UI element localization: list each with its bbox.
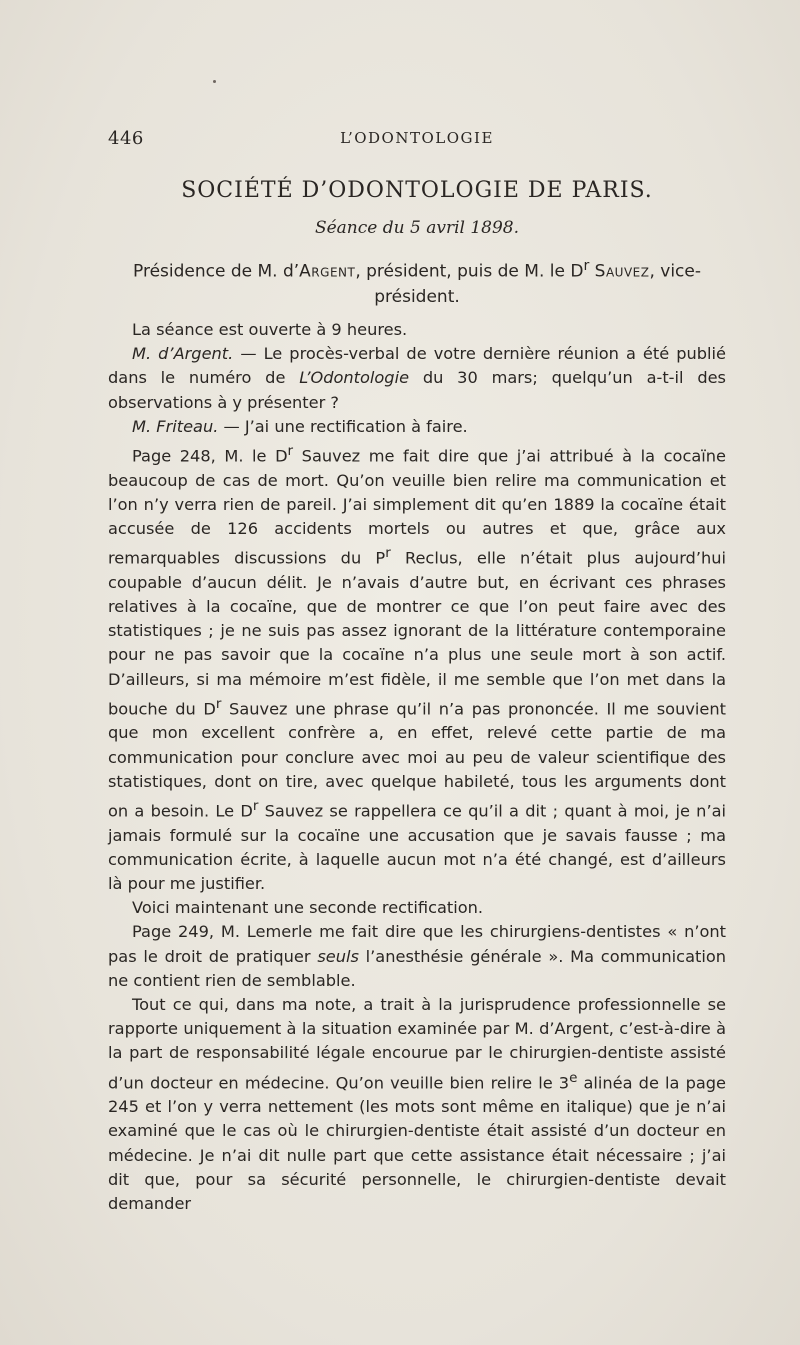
title-superscript: r bbox=[287, 443, 294, 460]
paragraph-text: Sauvez me fait dire que j’ai attribué à la cocaïne beaucoup de cas de mort. Qu’on veuille bien relire ma communication et l’on n’y verra rien de pareil. J’ai simplement dit qu’en 1889 la cocaïne était accusée de 126 accidents mortels ou autres et que, grâce aux remarquables discussions du P bbox=[108, 446, 726, 568]
paragraph-text: alinéa de la page 245 et l’on y verra nettement (les mots sont même en italique) que je n’ai examiné que le cas où le chirurgien-dentiste était assisté d’un docteur en médecine. Je n’ai dit nulle part que cette assistance était nécessaire ; j’ai dit que, pour sa sécurité personnelle, le chirurgien-dentiste devait demander bbox=[108, 1073, 727, 1214]
presidency-text: , président, puis de M. le D bbox=[355, 261, 584, 282]
paragraph bbox=[108, 439, 726, 896]
paragraph-text: — J’ai une rectification à faire. bbox=[218, 416, 468, 436]
paragraph-text: l’anesthésie générale ». Ma communication ne contient rien de semblable. bbox=[108, 946, 726, 990]
paragraph bbox=[108, 342, 726, 415]
running-head bbox=[108, 128, 726, 154]
presidency-text: , vice-président. bbox=[374, 261, 701, 307]
title-superscript: r bbox=[215, 695, 222, 712]
paragraph: La séance est ouverte à 9 heures. bbox=[132, 320, 408, 339]
section-heading: SOCIÉTÉ D’ODONTOLOGIE DE PARIS. bbox=[181, 178, 653, 203]
paragraph-text: Reclus, elle n’était plus aujourd’hui coupable d’aucun délit. Je n’avais d’autre but, en écrivant ces phrases relatives à la cocaïne, que de montrer ce que l’on peut faire avec des statistiques ; je ne suis pas assez ignorant de la littérature contemporaine pour ne pas savoir que la cocaïne n’a plus une seule mort à son actif. D’ailleurs, si ma mémoire m’est fidèle, il me semble que l’on met dans la bouche du D bbox=[108, 548, 726, 719]
president-name: Argent bbox=[299, 261, 356, 282]
vice-president-name: Sauvez bbox=[594, 261, 650, 282]
journal-running-title: L’ODONTOLOGIE bbox=[340, 129, 494, 147]
emphasis: seuls bbox=[317, 946, 359, 966]
paragraph-text: Sauvez une phrase qu’il n’a pas prononcée. Il me souvient que mon excellent confrère a, en effet, relevé cette partie de ma communication pour conclure avec moi au peu de valeur scientifique des statistiques, dont on tire, avec quelque habileté, tous les arguments dont on a besoin. Le D bbox=[108, 699, 726, 821]
title-superscript: r bbox=[252, 798, 259, 815]
journal-title: L’Odontologie bbox=[299, 368, 410, 388]
session-date: Séance du 5 avril 1898. bbox=[314, 218, 520, 238]
page-number: 446 bbox=[108, 128, 144, 149]
paragraph-text: Page 249, M. Lemerle me fait dire que les chirurgiens-dentistes « n’ont pas le droit de pratiquer bbox=[108, 922, 726, 966]
ink-speck bbox=[213, 80, 216, 83]
paragraph bbox=[108, 415, 726, 439]
presidency-text: Présidence de M. d’ bbox=[133, 261, 300, 282]
paragraph: Voici maintenant une seconde rectification. bbox=[132, 898, 484, 918]
paragraph-text: — Le procès-verbal de votre dernière réunion a été publié dans le numéro de bbox=[108, 344, 726, 388]
title-superscript: r bbox=[385, 545, 391, 562]
paragraph-text: du 30 mars; quelqu’un a-t-il des observations à y présenter ? bbox=[108, 368, 726, 412]
paragraph bbox=[108, 920, 726, 993]
ordinal-superscript: e bbox=[569, 1069, 578, 1086]
paragraph bbox=[108, 993, 726, 1216]
presidency-line bbox=[108, 254, 726, 310]
paragraph-text: Tout ce qui, dans ma note, a trait à la jurisprudence professionnelle se rapporte uniquement à la situation examinée par M. d’Argent, c’est-à-dire à la part de responsabilité légale encourue par le chirurgien-dentiste assisté d’un docteur en médecine. Qu’on veuille bien relire le 3 bbox=[108, 995, 726, 1093]
speaker-name: M. d’Argent. bbox=[132, 344, 234, 364]
body-text bbox=[108, 318, 726, 1216]
paragraph-text: Sauvez se rappellera ce qu’il a dit ; quant à moi, je n’ai jamais formulé sur la cocaïne une accusation que je savais fausse ; ma communication écrite, à laquelle aucun mot n’a été changé, est d’ailleurs là pour me justifier. bbox=[108, 801, 727, 894]
paragraph-text: Page 248, M. le D bbox=[132, 446, 288, 466]
speaker-name: M. Friteau. bbox=[132, 416, 219, 436]
title-superscript: r bbox=[583, 258, 590, 274]
